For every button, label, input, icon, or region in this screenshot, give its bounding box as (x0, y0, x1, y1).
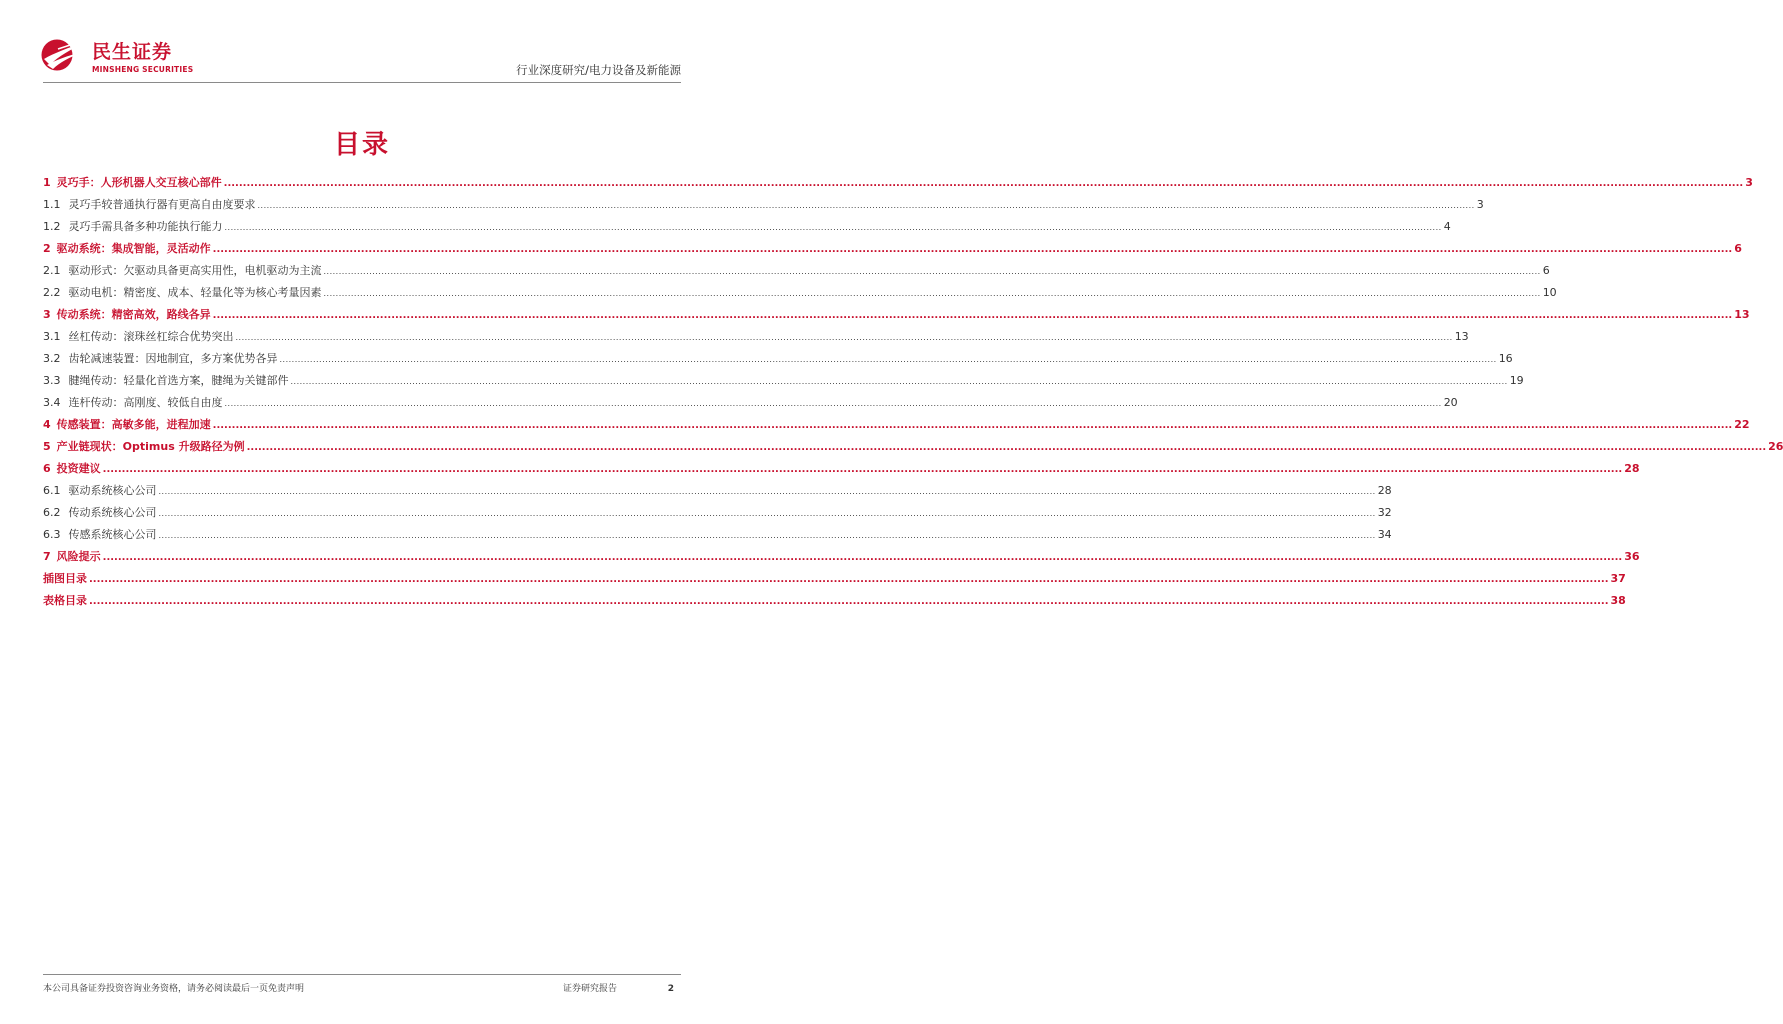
table-of-contents (43, 172, 1783, 612)
toc-entry[interactable] (43, 194, 1484, 216)
toc-entry-number: 3 (43, 308, 51, 321)
toc-entry-number: 3.3 (43, 374, 61, 387)
toc-entry[interactable] (43, 546, 1640, 568)
footer-report-type: 证券研究报告 (563, 984, 618, 994)
toc-entry[interactable] (43, 216, 1451, 238)
page-number: 2 (667, 984, 674, 994)
toc-entry-label: 连杆传动：高刚度、较低自由度 (68, 396, 223, 409)
toc-entry-number: 7 (43, 550, 51, 563)
toc-entry-label: 驱动系统核心公司 (68, 484, 157, 497)
toc-entry-number: 1 (43, 176, 51, 189)
toc-dot-leader: ................................................................................................................................................................................................................................................................................................................................................................................................................ (223, 178, 1744, 189)
toc-entry[interactable] (43, 590, 1626, 612)
toc-entry-page: 4 (1443, 220, 1451, 233)
toc-dot-leader: ................................................................................................................................................................................................................................................................................................................................................................................................................ (158, 487, 1376, 496)
toc-entry[interactable] (43, 502, 1392, 524)
toc-entry-number: 6.3 (43, 528, 61, 541)
brand-name: 民生证券 (92, 41, 173, 63)
toc-entry-page: 3 (1745, 176, 1753, 189)
toc-entry-label: 传动系统核心公司 (68, 506, 157, 519)
toc-entry[interactable] (43, 392, 1458, 414)
toc-entry-number: 4 (43, 418, 51, 431)
toc-entry-label: 腱绳传动：轻量化首选方案，腱绳为关键部件 (68, 374, 289, 387)
toc-dot-leader: ................................................................................................................................................................................................................................................................................................................................................................................................................ (158, 509, 1376, 518)
toc-dot-leader: ................................................................................................................................................................................................................................................................................................................................................................................................................ (235, 333, 1453, 342)
brand-name-english: MINSHENG SECURITIES (92, 65, 194, 74)
toc-entry-label: 风险提示 (56, 550, 101, 563)
toc-dot-leader: ................................................................................................................................................................................................................................................................................................................................................................................................................ (224, 399, 1442, 408)
toc-entry-number: 1.2 (43, 220, 61, 233)
toc-dot-leader: ................................................................................................................................................................................................................................................................................................................................................................................................................ (212, 420, 1733, 431)
toc-entry-page: 37 (1610, 572, 1626, 585)
toc-entry[interactable] (43, 436, 1783, 458)
toc-entry-page: 6 (1734, 242, 1742, 255)
toc-entry-number: 3.1 (43, 330, 61, 343)
toc-entry-page: 26 (1768, 440, 1783, 453)
footer-disclaimer: 本公司具备证券投资咨询业务资格，请务必阅读最后一页免责声明 (43, 984, 305, 994)
toc-entry[interactable] (43, 172, 1753, 194)
toc-entry-label: 投资建议 (56, 462, 101, 475)
toc-entry-label: 丝杠传动：滚珠丝杠综合优势突出 (68, 330, 234, 343)
toc-entry[interactable] (43, 480, 1392, 502)
toc-dot-leader: ................................................................................................................................................................................................................................................................................................................................................................................................................ (89, 574, 1609, 585)
toc-entry-label: 驱动系统：集成智能，灵活动作 (56, 242, 211, 255)
toc-entry[interactable] (43, 304, 1750, 326)
toc-dot-leader: ................................................................................................................................................................................................................................................................................................................................................................................................................ (224, 223, 1442, 232)
toc-entry-page: 28 (1377, 484, 1392, 497)
toc-dot-leader: ................................................................................................................................................................................................................................................................................................................................................................................................................ (323, 267, 1541, 276)
toc-entry-page: 34 (1377, 528, 1392, 541)
toc-entry-label: 插图目录 (43, 572, 87, 585)
toc-entry-page: 20 (1443, 396, 1458, 409)
report-category: 行业深度研究/电力设备及新能源 (516, 63, 681, 77)
toc-entry[interactable] (43, 282, 1557, 304)
toc-dot-leader: ................................................................................................................................................................................................................................................................................................................................................................................................................ (246, 442, 1767, 453)
toc-entry[interactable] (43, 370, 1524, 392)
toc-dot-leader: ................................................................................................................................................................................................................................................................................................................................................................................................................ (102, 552, 1623, 563)
toc-dot-leader: ................................................................................................................................................................................................................................................................................................................................................................................................................ (257, 201, 1475, 210)
toc-entry-page: 16 (1498, 352, 1513, 365)
toc-dot-leader: ................................................................................................................................................................................................................................................................................................................................................................................................................ (279, 355, 1497, 364)
toc-entry-page: 13 (1454, 330, 1469, 343)
toc-entry[interactable] (43, 238, 1742, 260)
toc-entry[interactable] (43, 326, 1469, 348)
toc-entry-page: 28 (1624, 462, 1640, 475)
toc-title: 目录 (333, 130, 390, 160)
toc-entry-number: 2.2 (43, 286, 61, 299)
toc-entry-number: 6 (43, 462, 51, 475)
toc-entry-label: 驱动电机：精密度、成本、轻量化等为核心考量因素 (68, 286, 322, 299)
toc-entry-number: 3.2 (43, 352, 61, 365)
toc-entry-page: 22 (1734, 418, 1750, 431)
toc-entry-label: 驱动形式：欠驱动具备更高实用性，电机驱动为主流 (68, 264, 322, 277)
minsheng-logo-icon (40, 38, 86, 72)
toc-entry-number: 6.2 (43, 506, 61, 519)
toc-entry-number: 2.1 (43, 264, 61, 277)
toc-entry[interactable] (43, 260, 1550, 282)
toc-entry-page: 6 (1542, 264, 1550, 277)
toc-entry-label: 传动系统：精密高效，路线各异 (56, 308, 211, 321)
toc-entry-page: 10 (1542, 286, 1557, 299)
toc-entry-label: 灵巧手较普通执行器有更高自由度要求 (68, 198, 256, 211)
toc-entry-number: 1.1 (43, 198, 61, 211)
page-header (0, 0, 724, 90)
header-divider (43, 82, 681, 83)
toc-dot-leader: ................................................................................................................................................................................................................................................................................................................................................................................................................ (290, 377, 1508, 386)
toc-dot-leader: ................................................................................................................................................................................................................................................................................................................................................................................................................ (89, 596, 1609, 607)
toc-entry-number: 5 (43, 440, 51, 453)
toc-entry-label: 表格目录 (43, 594, 87, 607)
toc-entry[interactable] (43, 458, 1640, 480)
toc-entry-label: 齿轮减速装置：因地制宜，多方案优势各异 (68, 352, 278, 365)
toc-entry-page: 3 (1476, 198, 1484, 211)
toc-entry-label: 灵巧手：人形机器人交互核心部件 (56, 176, 222, 189)
toc-entry-page: 13 (1734, 308, 1750, 321)
toc-entry-page: 38 (1610, 594, 1626, 607)
toc-dot-leader: ................................................................................................................................................................................................................................................................................................................................................................................................................ (158, 531, 1376, 540)
toc-entry-number: 2 (43, 242, 51, 255)
toc-entry-number: 6.1 (43, 484, 61, 497)
toc-entry-number: 3.4 (43, 396, 61, 409)
toc-dot-leader: ................................................................................................................................................................................................................................................................................................................................................................................................................ (212, 244, 1733, 255)
toc-entry-page: 19 (1509, 374, 1524, 387)
toc-entry[interactable] (43, 568, 1626, 590)
toc-entry-label: 灵巧手需具备多种功能执行能力 (68, 220, 223, 233)
toc-entry[interactable] (43, 414, 1750, 436)
toc-entry-label: 产业链现状：Optimus 升级路径为例 (56, 440, 245, 453)
toc-dot-leader: ................................................................................................................................................................................................................................................................................................................................................................................................................ (212, 310, 1733, 321)
toc-entry-label: 传感装置：高敏多能，进程加速 (56, 418, 211, 431)
footer-divider (43, 974, 681, 975)
toc-entry-page: 32 (1377, 506, 1392, 519)
toc-entry-page: 36 (1624, 550, 1640, 563)
toc-entry[interactable] (43, 524, 1392, 546)
toc-dot-leader: ................................................................................................................................................................................................................................................................................................................................................................................................................ (323, 289, 1541, 298)
toc-entry[interactable] (43, 348, 1513, 370)
toc-dot-leader: ................................................................................................................................................................................................................................................................................................................................................................................................................ (102, 464, 1623, 475)
toc-entry-label: 传感系统核心公司 (68, 528, 157, 541)
